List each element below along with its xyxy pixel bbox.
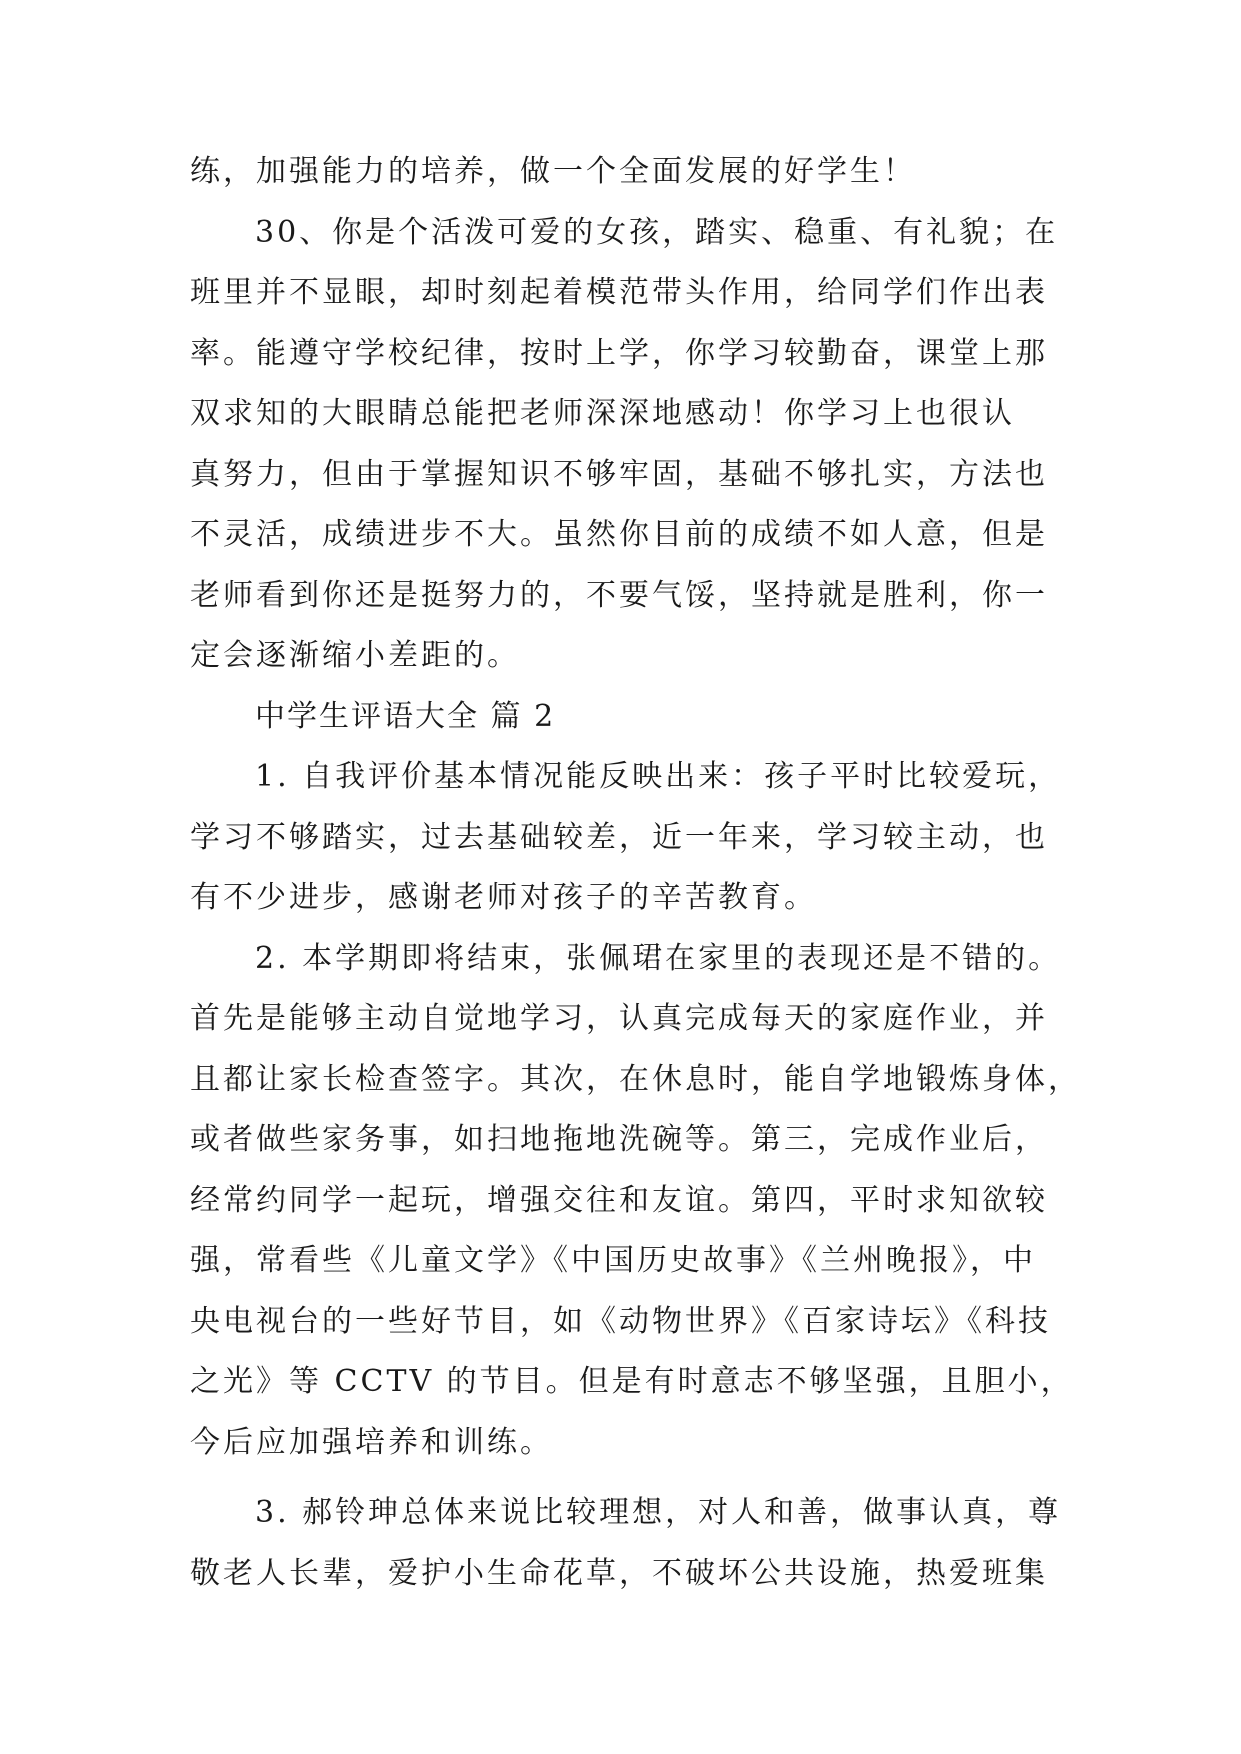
- text-line: 真努力，但由于掌握知识不够牢固，基础不够扎实，方法也: [190, 457, 1048, 492]
- paragraph-30-start: 30、你是个活泼可爱的女孩，踏实、稳重、有礼貌；在: [255, 215, 1059, 250]
- text-line: 练，加强能力的培养，做一个全面发展的好学生！: [190, 154, 916, 189]
- text-line: 今后应加强培养和训练。: [190, 1425, 553, 1460]
- text-line: 双求知的大眼睛总能把老师深深地感动！你学习上也很认: [190, 396, 1015, 431]
- text-line: 强，常看些《儿童文学》《中国历史故事》《兰州晚报》，中: [190, 1243, 1036, 1278]
- paragraph-3-start: 3. 郝铃珅总体来说比较理想，对人和善，做事认真，尊: [255, 1495, 1062, 1530]
- text-line: 率。能遵守学校纪律，按时上学，你学习较勤奋，课堂上那: [190, 336, 1048, 371]
- text-line: 首先是能够主动自觉地学习，认真完成每天的家庭作业，并: [190, 1001, 1048, 1036]
- text-line: 且都让家长检查签字。其次，在休息时，能自学地锻炼身体，: [190, 1062, 1081, 1097]
- text-line: 老师看到你还是挺努力的，不要气馁，坚持就是胜利，你一: [190, 578, 1048, 613]
- text-line: 有不少进步，感谢老师对孩子的辛苦教育。: [190, 880, 817, 915]
- text-line: 之光》等 CCTV 的节目。但是有时意志不够坚强，且胆小，: [190, 1364, 1074, 1399]
- text-line: 学习不够踏实，过去基础较差，近一年来，学习较主动，也: [190, 820, 1048, 855]
- text-line: 经常约同学一起玩，增强交往和友谊。第四，平时求知欲较: [190, 1183, 1048, 1218]
- text-line: 不灵活，成绩进步不大。虽然你目前的成绩不如人意，但是: [190, 517, 1048, 552]
- text-line: 或者做些家务事，如扫地拖地洗碗等。第三，完成作业后，: [190, 1122, 1048, 1157]
- section-heading: 中学生评语大全 篇 2: [255, 699, 556, 734]
- paragraph-2-start: 2. 本学期即将结束，张佩珺在家里的表现还是不错的。: [255, 941, 1062, 976]
- text-line: 央电视台的一些好节目，如《动物世界》《百家诗坛》《科技: [190, 1304, 1051, 1339]
- text-line: 班里并不显眼，却时刻起着模范带头作用，给同学们作出表: [190, 275, 1048, 310]
- text-line: 敬老人长辈，爱护小生命花草，不破坏公共设施，热爱班集: [190, 1556, 1048, 1591]
- text-line: 定会逐渐缩小差距的。: [190, 638, 520, 673]
- paragraph-1-start: 1. 自我评价基本情况能反映出来：孩子平时比较爱玩，: [255, 759, 1062, 794]
